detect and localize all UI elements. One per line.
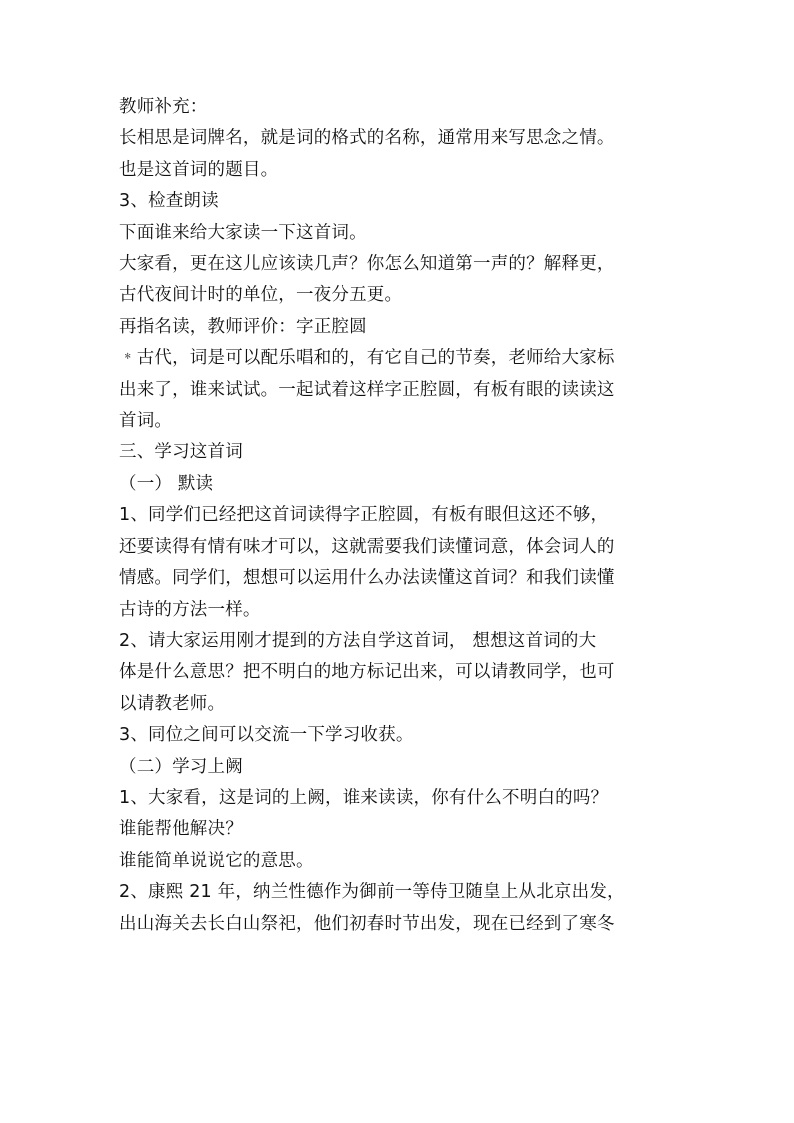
text-line: 也是这首词的题目。 [119, 159, 279, 180]
text-line: 3、同位之间可以交流一下学习收获。 [119, 725, 414, 746]
text-line: 谁能帮他解决？ [119, 819, 243, 840]
text-line: 体是什么意思？把不明白的地方标记出来，可以请教同学，也可 [119, 662, 615, 683]
text-line: 教师补充： [119, 97, 208, 117]
text-line: 还要读得有情有味才可以，这就需要我们读懂词意，体会词人的 [119, 536, 615, 557]
text-line: 1、大家看，这是词的上阙，谁来读读，你有什么不明白的吗？ [119, 787, 609, 808]
subsection-heading: （二）学习上阙 [119, 756, 243, 777]
text-line: 出来了，谁来试试。一起试着这样字正腔圆，有板有眼的读读这 [119, 379, 615, 400]
subsection-heading: （一） 默读 [119, 473, 214, 494]
text-line: 大家看，更在这儿应该读几声？你怎么知道第一声的？解释更， [119, 254, 615, 275]
text-line: 古诗的方法一样。 [119, 599, 261, 620]
text-line: 谁能简单说说它的意思。 [119, 850, 314, 871]
text-line: 长相思是词牌名，就是词的格式的名称，通常用来写思念之情。 [119, 128, 615, 149]
text-line: 情感。同学们，想想可以运用什么办法读懂这首词？和我们读懂 [119, 568, 615, 589]
document-body [119, 92, 685, 940]
text-line: 出山海关去长白山祭祀，他们初春时节出发，现在已经到了寒冬 [119, 913, 615, 934]
text-line: 首词。 [119, 411, 173, 432]
section-heading: 三、学习这首词 [119, 442, 243, 463]
text-line: 2、康熙 21 年，纳兰性德作为御前一等侍卫随皇上从北京出发， [119, 882, 625, 903]
text-line: 以请教老师。 [119, 693, 226, 714]
text-line: 再指名读，教师评价：字正腔圆 [119, 316, 367, 337]
text-line: 下面谁来给大家读一下这首词。 [119, 222, 367, 243]
text-line: 2、请大家运用刚才提到的方法自学这首词， 想想这首词的大 [119, 630, 597, 651]
section-heading: 3、检查朗读 [119, 191, 219, 212]
text-line: ﹡古代，词是可以配乐唱和的，有它自己的节奏，老师给大家标 [119, 348, 615, 369]
text-line: 1、同学们已经把这首词读得字正腔圆，有板有眼但这还不够， [119, 505, 609, 526]
text-line: 古代夜间计时的单位，一夜分五更。 [119, 285, 403, 306]
